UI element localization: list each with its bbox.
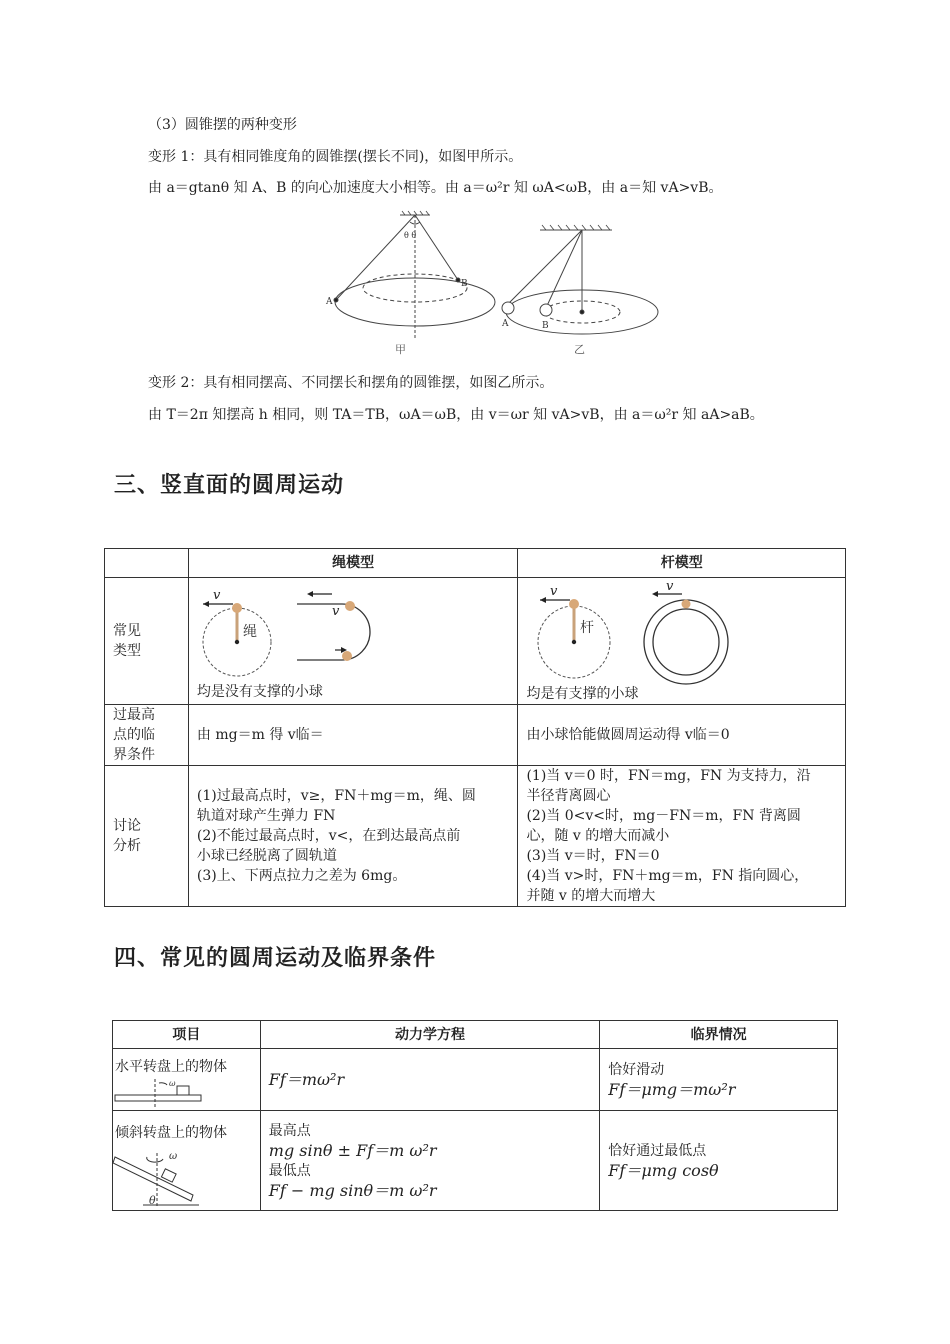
rope-analysis [188, 766, 518, 907]
caption-yi: 乙 [574, 343, 585, 356]
inclined-disk-dynamics [260, 1111, 600, 1211]
horizontal-disk-critical [600, 1049, 838, 1111]
rope-types-cell [188, 578, 518, 705]
label-a-jia: A [326, 297, 333, 307]
rope-note: 均是没有支撑的小球 [196, 684, 323, 700]
rod-analysis-line: 并随 v 的增大而增大 [526, 888, 656, 904]
rope-critical: 由 mg＝m 得 v临＝ [188, 705, 518, 766]
header-empty [105, 549, 189, 578]
theta-label: θ [149, 1194, 156, 1207]
cone-pendulum-figure [320, 208, 670, 363]
rod-analysis-line: (2)当 0<v<时，mg－FN＝m，FN 背离圆 [526, 808, 801, 824]
label-b-jia: B [461, 279, 468, 289]
row-label-analysis: 讨论 分析 [105, 766, 189, 907]
inclined-critical-text: 恰好通过最低点 [608, 1142, 707, 1159]
header-critical: 临界情况 [600, 1021, 838, 1049]
variant1-text: 变形 1：具有相同锥度角的圆锥摆(摆长不同)，如图甲所示。 [148, 149, 523, 165]
rod-analysis-line: (4)当 v>时，FN＋mg＝m，FN 指向圆心， [526, 868, 809, 884]
label-a-yi: A [502, 319, 509, 329]
rope-analysis-line: 轨道对球产生弹力 FN [196, 808, 336, 824]
rope-analysis-line: (3)上、下两点拉力之差为 6mg。 [196, 868, 407, 884]
header-item: 项目 [113, 1021, 261, 1049]
rod-analysis [518, 766, 846, 907]
inclined-bottom-label: 最低点 [268, 1162, 311, 1179]
rod-model-figure [526, 582, 746, 687]
horizontal-critical-formula: Ff＝μmg＝mω²r [608, 1079, 736, 1099]
inclined-disk-label: 倾斜转盘上的物体 [115, 1125, 227, 1141]
header-dynamics: 动力学方程 [260, 1021, 600, 1049]
rope-analysis-line: 小球已经脱离了圆轨道 [196, 848, 337, 864]
v-label-rope: v [212, 588, 221, 603]
inclined-top-formula: mg sinθ ± Ff＝m ω²r [268, 1140, 437, 1160]
variant2-formula: 由 T＝2π 知摆高 h 相同，则 TA＝TB，ωA＝ωB，由 v＝ωr 知 vA>vB，由 a＝ω²r 知 aA>aB。 [148, 407, 764, 423]
vertical-circle-table [104, 548, 846, 907]
variant2-text: 变形 2：具有相同摆高、不同摆长和摆角的圆锥摆，如图乙所示。 [148, 375, 554, 391]
section-title-common: 四、常见的圆周运动及临界条件 [114, 946, 437, 971]
omega-label: ω [169, 1079, 176, 1088]
rod-analysis-line: (3)当 v＝时，FN＝0 [526, 848, 660, 864]
rod-note: 均是有支撑的小球 [526, 686, 639, 702]
common-circle-table [112, 1020, 838, 1211]
horizontal-disk-label: 水平转盘上的物体 [115, 1059, 227, 1075]
rope-model-figure [197, 582, 417, 687]
inclined-bottom-formula: Ff − mg sinθ＝m ω²r [268, 1180, 437, 1200]
inclined-top-label: 最高点 [268, 1122, 311, 1139]
theta-label: θ θ [404, 231, 417, 240]
label-b-yi: B [542, 321, 549, 331]
row-label-critical: 过最高 点的临 界条件 [105, 705, 189, 766]
rod-label: 杆 [580, 620, 595, 636]
rod-analysis-line: 心，随 v 的增大而减小 [526, 828, 670, 844]
v-label-track: v [331, 604, 340, 619]
v-label-tube: v [666, 582, 674, 594]
figure-yi [502, 225, 658, 334]
caption-jia: 甲 [395, 343, 406, 356]
row-label-types: 常见 类型 [105, 578, 189, 705]
inclined-critical-formula: Ff＝μmg cosθ [608, 1160, 719, 1180]
v-label-rod: v [550, 584, 558, 599]
inclined-disk-critical [600, 1111, 838, 1211]
section-title-vertical: 三、竖直面的圆周运动 [114, 473, 345, 498]
rope-label: 绳 [242, 624, 257, 640]
horizontal-critical-text: 恰好滑动 [608, 1061, 665, 1078]
rope-analysis-line: (1)过最高点时，v≥，FN＋mg＝m，绳、圆 [196, 788, 476, 804]
horizontal-disk-cell [113, 1049, 261, 1111]
rod-analysis-line: (1)当 v＝0 时，FN＝mg，FN 为支持力，沿 [526, 768, 811, 784]
rod-critical: 由小球恰能做圆周运动得 v临＝0 [518, 705, 846, 766]
rod-types-cell [518, 578, 846, 705]
rope-analysis-line: (2)不能过最高点时，v<，在到达最高点前 [196, 828, 461, 844]
inclined-disk-figure [113, 1149, 259, 1209]
header-rope: 绳模型 [188, 549, 518, 578]
subsection-heading: （3）圆锥摆的两种变形 [148, 117, 297, 133]
omega-label: ω [169, 1151, 178, 1162]
header-rod: 杆模型 [518, 549, 846, 578]
inclined-disk-cell [113, 1111, 261, 1211]
variant1-formula: 由 a＝gtanθ 知 A、B 的向心加速度大小相等。由 a＝ω²r 知 ωA<ωB，由 a＝知 vA>vB。 [148, 180, 723, 196]
horizontal-disk-figure [113, 1079, 259, 1109]
horizontal-disk-dynamics: Ff＝mω²r [260, 1049, 600, 1111]
rod-analysis-line: 半径背离圆心 [526, 788, 611, 804]
